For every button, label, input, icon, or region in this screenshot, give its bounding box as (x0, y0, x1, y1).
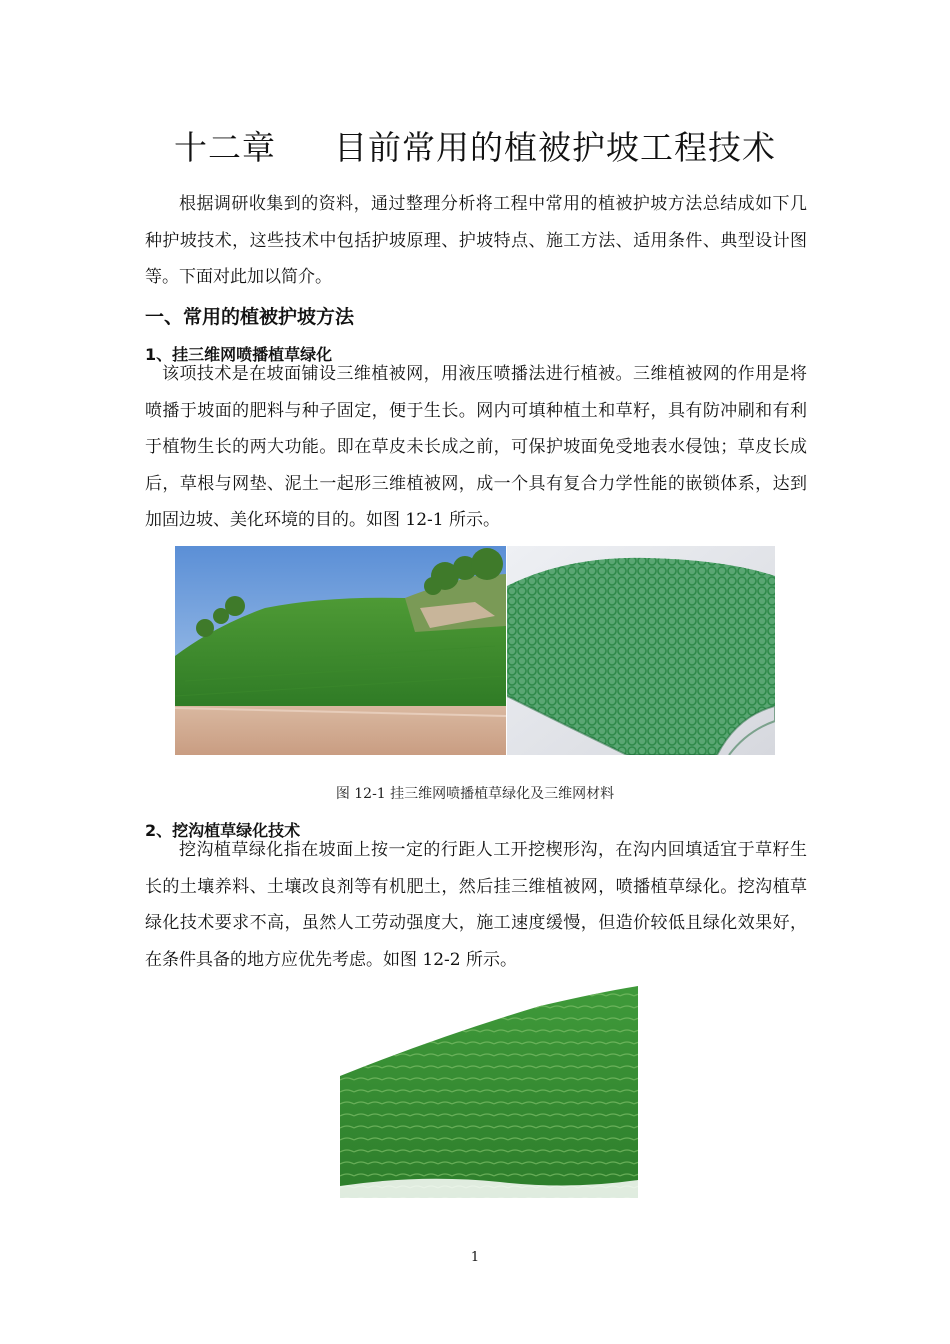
subsection-2-paragraph: 挖沟植草绿化指在坡面上按一定的行距人工开挖楔形沟，在沟内回填适宜于草籽生长的土壤养料、土壤改良剂等有机肥土，然后挂三维植被网，喷播植草绿化。挖沟植草绿化技术要求不高，虽然人工劳动强度大，施工速度缓慢，但造价较低且绿化效果好，在条件具备的地方应优先考虑。如图 12-2 所示。 (145, 840, 807, 970)
chapter-number: 十二章 (174, 128, 276, 167)
chapter-topic: 目前常用的植被护坡工程技术 (334, 128, 776, 167)
subsection-heading-2: 2、挖沟植草绿化技术 (145, 821, 301, 840)
slope-grass-photo (175, 546, 506, 755)
subsection-heading-1: 1、挂三维网喷播植草绿化 (145, 345, 333, 364)
section-heading: 一、常用的植被护坡方法 (145, 306, 355, 328)
chapter-title (0, 122, 950, 169)
figure-caption: 图 12-1 挂三维网喷播植草绿化及三维网材料 (335, 786, 615, 802)
page-number: 1 (470, 1250, 480, 1265)
intro-paragraph: 根据调研收集到的资料，通过整理分析将工程中常用的植被护坡方法总结成如下几种护坡技术，这些技术中包括护坡原理、护坡特点、施工方法、适用条件、典型设计图等。下面对此加以简介。 (145, 194, 807, 287)
geonet-material-photo (507, 546, 775, 755)
trench-grass-slope-photo (340, 986, 638, 1198)
subsection-1-paragraph: 该项技术是在坡面铺设三维植被网，用液压喷播法进行植被。三维植被网的作用是将喷播于坡面的肥料与种子固定，便于生长。网内可填种植土和草籽，具有防冲刷和有利于植物生长的两大功能。即在草皮未长成之前，可保护坡面免受地表水侵蚀；草皮长成后，草根与网垫、泥土一起形三维植被网，成一个具有复合力学性能的嵌锁体系，达到加固边坡、美化环境的目的。如图 12-1 所示。 (145, 364, 807, 530)
